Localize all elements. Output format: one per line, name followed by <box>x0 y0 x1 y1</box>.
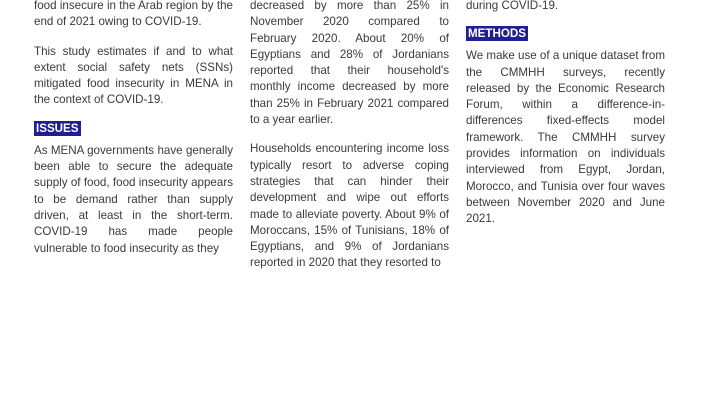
study-paragraph: This study estimates if and to what extent social safety nets (SSNs) mitigated food insecurity in MENA in the context of COVID-19. <box>34 44 233 107</box>
column-left <box>34 0 233 257</box>
methods-paragraph: We make use of a unique dataset from the CMMHH surveys, recently released by the Economic Research Forum, within a difference-in-differences fixed-effects model framework. The CMMHH survey provides information on individuals interviewed from Egypt, Jordan, Morocco, and Tunisia over four waves between November 2020 and June 2021. <box>466 49 665 226</box>
issues-heading: ISSUES <box>36 121 79 135</box>
covid-paragraph-tail: during COVID-19. <box>466 0 559 12</box>
issues-paragraph: As MENA governments have generally been able to secure the adequate supply of food, food insecurity appears to be demand rather than supply driven, at least in the short-term. COVID-19 has made people vulnerable to food insecurity as they <box>34 143 233 255</box>
income-paragraph: decreased by more than 25% in November 2020 compared to February 2020. About 20% of Egyptians and 28% of Jordanians reported that their household's monthly income decreased by more than 25% in February 2021 compared to a year earlier. <box>250 0 449 127</box>
column-middle <box>250 0 449 272</box>
methods-heading: METHODS <box>468 27 526 41</box>
intro-paragraph-tail: food insecure in the Arab region by the end of 2021 owing to COVID-19. <box>34 0 233 29</box>
coping-paragraph: Households encountering income loss typically resort to adverse coping strategies that can hinder their development and wipe out efforts made to alleviate poverty. About 9% of Moroccans, 15% of Tunisians, 18% of Egyptians, and 9% of Jordanians reported in 2020 that they resorted to <box>250 142 449 270</box>
column-right <box>466 0 665 228</box>
